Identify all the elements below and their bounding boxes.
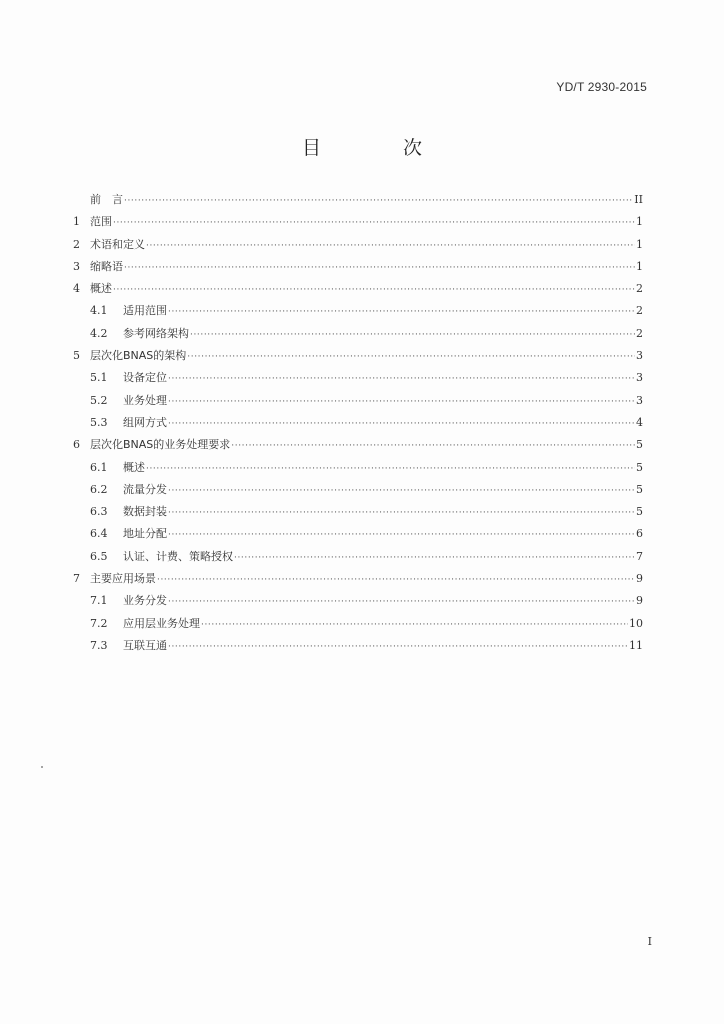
toc-entry-label: 设备定位: [123, 371, 167, 385]
toc-entry[interactable]: [73, 414, 643, 436]
toc-entry-number: 5.2: [90, 393, 108, 407]
toc-entry-page: 11: [629, 638, 643, 652]
toc-leader-dots: [113, 285, 635, 295]
toc-entry[interactable]: [73, 503, 643, 525]
toc-entry-page: II: [634, 193, 643, 206]
toc-entry-page: 1: [636, 215, 643, 229]
toc-leader-dots: [234, 553, 635, 563]
toc-entry[interactable]: [73, 637, 643, 659]
toc-entry-label: 业务分发: [123, 594, 167, 608]
toc-entry-number: 4.2: [90, 326, 108, 340]
toc-entry-label: 业务处理: [123, 393, 167, 407]
toc-entry[interactable]: [73, 369, 643, 391]
toc-entry-number: 1: [73, 215, 80, 229]
toc-entry-label: 缩略语: [90, 259, 123, 273]
toc-entry-page: 5: [636, 505, 643, 519]
toc-leader-dots: [168, 597, 635, 607]
toc-entry-number: 6: [73, 438, 80, 452]
toc-entry-label: 层次化BNAS的架构: [90, 349, 187, 363]
toc-entry-number: 5.1: [90, 371, 108, 385]
toc-entry-page: 3: [636, 371, 643, 385]
toc-entry[interactable]: [73, 481, 643, 503]
toc-entry-page: 9: [636, 572, 643, 586]
toc-entry-page: 2: [636, 304, 643, 318]
toc-entry-label: 适用范围: [123, 304, 167, 318]
toc-entry-page: 6: [636, 527, 643, 541]
toc-entry[interactable]: [73, 236, 643, 258]
toc-entry-label: 概述: [90, 282, 112, 296]
toc-entry-page: 5: [636, 460, 643, 474]
toc-entry-page: 9: [636, 594, 643, 608]
toc-leader-dots: [157, 575, 635, 585]
toc-leader-dots: [168, 374, 635, 384]
toc-leader-dots: [168, 397, 635, 407]
toc-leader-dots: [124, 196, 633, 206]
toc-entry-number: 4.1: [90, 304, 108, 318]
toc-entry-label: 概述: [123, 460, 145, 474]
toc-entry[interactable]: [73, 392, 643, 414]
toc-entry-page: 7: [636, 549, 643, 563]
toc-entry[interactable]: [73, 570, 643, 592]
toc-entry-label: 术语和定义: [90, 237, 145, 251]
toc-leader-dots: [146, 464, 635, 474]
scan-speck: [41, 766, 43, 768]
toc-entry[interactable]: [73, 302, 643, 324]
page-title: 目 次: [301, 137, 461, 159]
toc-entry-page: 5: [636, 438, 643, 452]
toc-entry-label: 流量分发: [123, 482, 167, 496]
toc-entry-page: 3: [636, 349, 643, 363]
toc-entry-page: 1: [636, 237, 643, 251]
toc-entry-label: 层次化BNAS的业务处理要求: [90, 438, 231, 452]
toc-entry-label: 参考网络架构: [123, 326, 189, 340]
standard-code: YD/T 2930-2015: [556, 80, 647, 94]
toc-entry-page: 4: [636, 415, 643, 429]
toc-entry-number: 6.1: [90, 460, 108, 474]
toc-entry-page: 5: [636, 482, 643, 496]
toc-leader-dots: [168, 419, 635, 429]
toc-entry-label: 认证、计费、策略授权: [123, 549, 233, 563]
toc-entry[interactable]: [73, 347, 643, 369]
toc-entry-label: 应用层业务处理: [123, 616, 200, 630]
toc-leader-dots: [168, 642, 628, 652]
toc-entry-label: 前 言: [90, 193, 123, 206]
toc-entry-label: 组网方式: [123, 415, 167, 429]
toc-leader-dots: [146, 241, 635, 251]
toc-entry[interactable]: [73, 213, 643, 235]
toc-entry-number: 3: [73, 259, 80, 273]
toc-entry-label: 地址分配: [123, 527, 167, 541]
toc-entry-number: 7.2: [90, 616, 108, 630]
toc-entry-number: 7.1: [90, 594, 108, 608]
toc-entry[interactable]: [73, 325, 643, 347]
toc-entry[interactable]: [73, 258, 643, 280]
toc-entry[interactable]: [73, 615, 643, 637]
toc-entry-label: 数据封装: [123, 505, 167, 519]
toc-entry-page: 2: [636, 282, 643, 296]
toc-leader-dots: [168, 486, 635, 496]
toc-entry-label: 互联互通: [123, 638, 167, 652]
page-number: I: [647, 935, 652, 948]
toc-leader-dots: [124, 263, 635, 273]
toc-entry-number: 2: [73, 237, 80, 251]
toc-entry[interactable]: [73, 525, 643, 547]
toc-leader-dots: [201, 620, 628, 630]
toc-leader-dots: [168, 530, 635, 540]
toc-entry-number: 6.5: [90, 549, 108, 563]
toc-entry[interactable]: [73, 548, 643, 570]
toc-leader-dots: [190, 330, 635, 340]
toc-entry-page: 1: [636, 259, 643, 273]
toc-entry-number: 4: [73, 282, 80, 296]
toc-entry-number: 6.3: [90, 505, 108, 519]
toc-entry-page: 2: [636, 326, 643, 340]
toc-entry-number: 7: [73, 572, 80, 586]
toc-entry[interactable]: [73, 436, 643, 458]
toc-entry-page: 3: [636, 393, 643, 407]
toc-entry-number: 6.2: [90, 482, 108, 496]
toc-leader-dots: [168, 307, 635, 317]
toc-entry[interactable]: [73, 191, 643, 213]
toc-entry-number: 6.4: [90, 527, 108, 541]
toc-leader-dots: [113, 218, 635, 228]
toc-entry[interactable]: [73, 592, 643, 614]
toc-entry-label: 主要应用场景: [90, 572, 156, 586]
toc-entry-page: 10: [629, 616, 643, 630]
toc-entry-label: 范围: [90, 215, 112, 229]
toc-leader-dots: [187, 352, 635, 362]
toc-entry[interactable]: [73, 280, 643, 302]
toc-leader-dots: [168, 508, 635, 518]
toc-entry-number: 5: [73, 349, 80, 363]
toc-entry[interactable]: [73, 459, 643, 481]
toc-entry-number: 7.3: [90, 638, 108, 652]
table-of-contents: [73, 191, 643, 659]
toc-entry-number: 5.3: [90, 415, 108, 429]
toc-leader-dots: [231, 441, 635, 451]
